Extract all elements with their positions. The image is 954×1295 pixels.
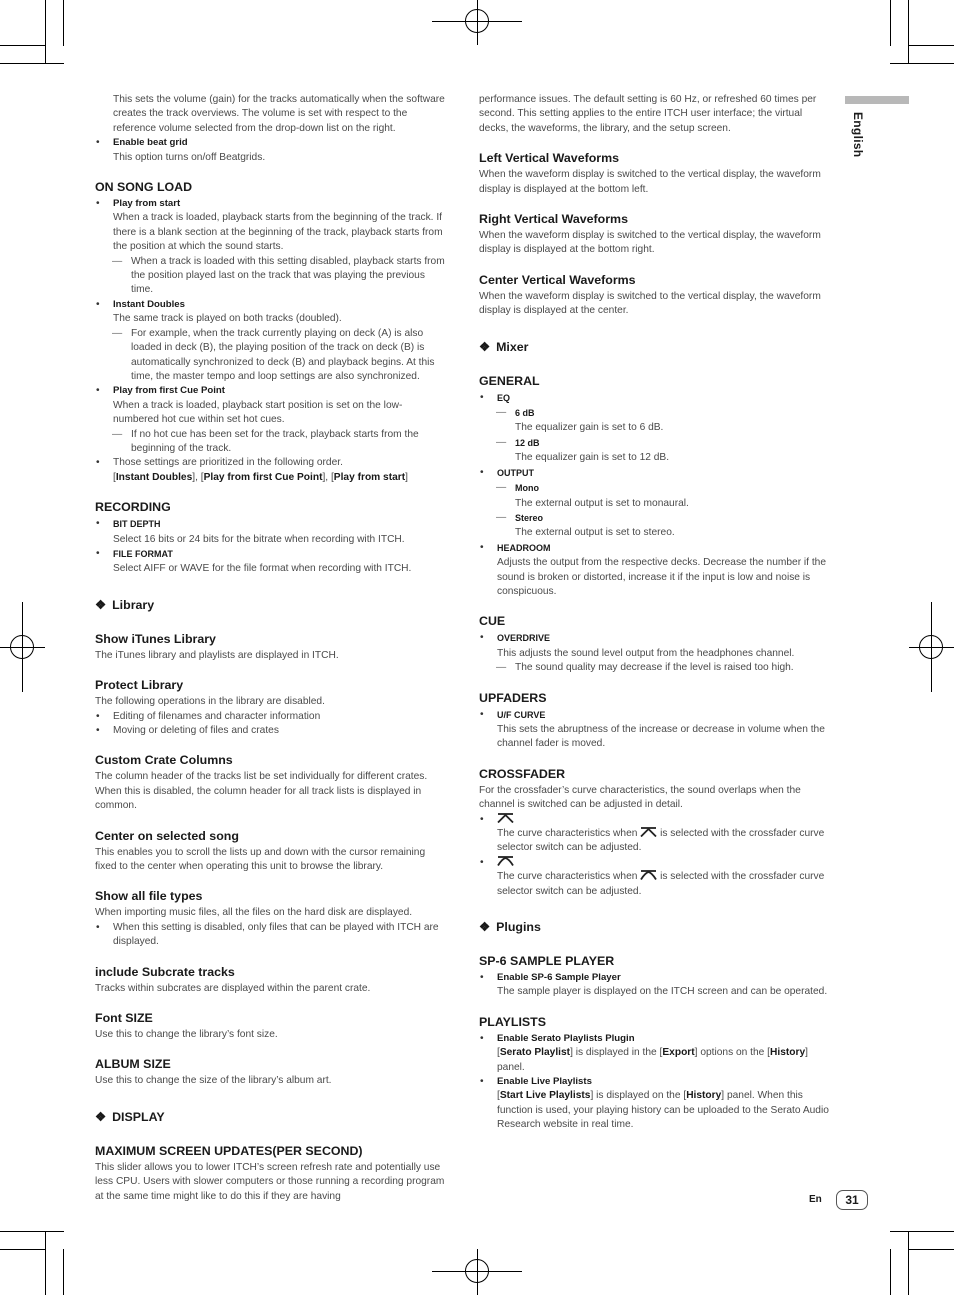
priority-first-cue: Play from first Cue Point: [203, 471, 323, 483]
file-format-label: FILE FORMAT: [113, 548, 173, 559]
enable-live-label: Enable Live Playlists: [497, 1076, 592, 1088]
enable-live-desc: [Start Live Playlists] is displayed on the [History] panel. When this function is used, your playing history can be uploaded to the Serato Audio Research website in real time.: [497, 1090, 829, 1131]
plugins-heading-text: Plugins: [496, 920, 541, 935]
show-all-types-desc: When importing music files, all the files on the hard disk are displayed.: [95, 907, 413, 919]
bit-depth-label: BIT DEPTH: [113, 519, 161, 530]
custom-crate-desc: The column header of the tracks list be set individually for different crates. When this is disabled, the column header for all track lists is displayed in common.: [95, 771, 428, 812]
enable-sp6-desc: The sample player is displayed on the ITCH screen and can be operated.: [497, 986, 828, 998]
bit-depth-desc: Select 16 bits or 24 bits for the bitrate when recording with ITCH.: [113, 533, 405, 545]
instant-doubles-item: [95, 298, 447, 312]
eq-label: EQ: [497, 392, 511, 403]
on-song-load-heading: ON SONG LOAD: [95, 180, 193, 195]
include-subcrate-desc: Tracks within subcrates are displayed within the parent crate.: [95, 982, 371, 994]
eq-6db-item: [479, 406, 831, 421]
library-heading-text: Library: [112, 597, 155, 612]
overdrive-item: [479, 631, 831, 646]
curve-desc-1-pre: The curve characteristics when: [497, 828, 638, 839]
serato-playlist-term: Serato Playlist: [499, 1047, 571, 1059]
enable-beat-grid-item: [95, 136, 447, 150]
language-tab: [843, 112, 873, 167]
left-vertical-waveforms-desc: When the waveform display is switched to the vertical display, the waveform display is displayed at the bottom left.: [479, 169, 821, 195]
diamond-bullet-icon: ❖: [479, 339, 491, 354]
priority-instant-doubles: Instant Doubles: [115, 471, 193, 483]
diamond-bullet-icon: ❖: [95, 597, 107, 612]
protect-library-desc: The following operations in the library are disabled.: [95, 696, 325, 708]
right-column: [479, 93, 831, 1133]
history-term: History: [770, 1047, 806, 1059]
mixer-heading-text: Mixer: [496, 339, 529, 354]
crossfader-curve-smooth-icon: [497, 856, 514, 866]
protect-library-heading: Protect Library: [95, 678, 184, 693]
enable-serato-desc: [Serato Playlist] is displayed in the [Export] options on the [History] panel.: [497, 1047, 808, 1073]
diamond-bullet-icon: ❖: [479, 920, 491, 935]
general-heading: GENERAL: [479, 373, 540, 388]
enable-sp6-label: Enable SP-6 Sample Player: [497, 972, 621, 984]
play-from-first-cue-desc: When a track is loaded, playback start position is set on the low-numbered hot cue within set hot cues.: [113, 399, 403, 426]
curve-item-2: [479, 856, 831, 870]
diamond-bullet-icon: ❖: [95, 1109, 107, 1124]
eq-12db-label: 12 dB: [515, 437, 540, 448]
enable-beat-grid-label: Enable beat grid: [113, 137, 188, 149]
font-size-heading: Font SIZE: [95, 1011, 153, 1026]
priority-text: Those settings are prioritized in the following order.: [113, 457, 343, 469]
mono-item: [479, 481, 831, 496]
recording-heading: RECORDING: [95, 500, 171, 515]
enable-live-item: [479, 1075, 831, 1089]
center-vertical-waveforms-heading: Center Vertical Waveforms: [479, 272, 636, 287]
show-itunes-heading: Show iTunes Library: [95, 631, 216, 646]
enable-beat-grid-desc: This option turns on/off Beatgrids.: [113, 151, 266, 163]
serato-desc-mid: is displayed in the: [575, 1047, 657, 1059]
overdrive-note: — The sound quality may decrease if the level is raised too high.: [479, 661, 831, 675]
overdrive-label: OVERDRIVE: [497, 633, 551, 644]
mono-desc: The external output is set to monaural.: [515, 497, 689, 509]
curve-desc-2-pre: The curve characteristics when: [497, 871, 638, 883]
eq-12db-item: [479, 436, 831, 451]
file-format-item: [95, 547, 447, 562]
crossfader-desc: For the crossfader’s curve characteristics, the sound overlaps when the channel is switched can be adjusted in detail.: [479, 784, 801, 811]
headroom-item: [479, 541, 831, 556]
stereo-label: Stereo: [515, 512, 544, 523]
instant-doubles-label: Instant Doubles: [113, 298, 185, 310]
overdrive-desc: This adjusts the sound level output from the headphones channel.: [497, 647, 795, 659]
curve-desc-1: [497, 827, 831, 856]
left-vertical-waveforms-heading: Left Vertical Waveforms: [479, 151, 620, 166]
mono-label: Mono: [515, 483, 539, 494]
album-size-heading: ALBUM SIZE: [95, 1057, 171, 1072]
play-from-start-note: — When a track is loaded with this setting disabled, playback starts from the position played last on the track that was playing the previous time.: [95, 255, 447, 298]
font-size-desc: Use this to change the library’s font size.: [95, 1029, 278, 1041]
curve-desc-2-post: is selected with the crossfader curve selector switch can be adjusted.: [497, 871, 825, 897]
enable-sp6-item: [479, 971, 831, 985]
eq-6db-desc: The equalizer gain is set to 6 dB.: [515, 422, 664, 434]
uf-curve-item: [479, 708, 831, 723]
show-all-types-heading: Show all file types: [95, 889, 203, 904]
enable-serato-item: [479, 1032, 831, 1046]
upfaders-heading: UPFADERS: [479, 690, 547, 705]
history-term: History: [686, 1090, 722, 1102]
output-label: OUTPUT: [497, 467, 534, 478]
file-format-desc: Select AIFF or WAVE for the file format when recording with ITCH.: [113, 563, 412, 575]
album-size-desc: Use this to change the size of the library’s album art.: [95, 1075, 332, 1087]
curve-desc-2: [497, 870, 831, 899]
eq-6db-label: 6 dB: [515, 408, 535, 419]
start-live-term: Start Live Playlists: [499, 1090, 591, 1102]
gain-intro-text: This sets the volume (gain) for the tracks automatically when the software creates the track overviews. The volume is set with respect to the reference volume selected from the drop-down list on the right.: [113, 94, 445, 134]
eq-12db-desc: The equalizer gain is set to 12 dB.: [515, 452, 670, 464]
sp6-heading: SP-6 SAMPLE PLAYER: [479, 954, 615, 969]
right-vertical-waveforms-heading: Right Vertical Waveforms: [479, 212, 628, 227]
center-on-song-desc: This enables you to scroll the lists up and down with the cursor remaining fixed to the center when operating this unit to browse the library.: [95, 846, 426, 873]
display-section-heading: [95, 1109, 447, 1125]
crossfader-heading: CROSSFADER: [479, 766, 566, 781]
show-itunes-desc: The iTunes library and playlists are displayed in ITCH.: [95, 649, 339, 661]
mixer-section-heading: [479, 339, 831, 355]
play-from-first-cue-label: Play from first Cue Point: [113, 385, 225, 397]
playlists-heading: PLAYLISTS: [479, 1014, 547, 1029]
stereo-item: [479, 511, 831, 526]
language-tab-bar: [845, 96, 909, 104]
library-section-heading: [95, 597, 447, 613]
live-desc-mid: is displayed on the: [596, 1090, 681, 1102]
uf-curve-label: U/F CURVE: [497, 709, 546, 720]
page-number: 31: [836, 1190, 868, 1210]
export-term: Export: [662, 1047, 695, 1059]
curve-desc-1-post: is selected with the crossfader curve selector switch can be adjusted.: [497, 828, 825, 854]
protect-item-2: • Moving or deleting of files and crates: [95, 724, 447, 738]
center-vertical-waveforms-desc: When the waveform display is switched to the vertical display, the waveform display is displayed at the center.: [479, 290, 821, 317]
right-vertical-waveforms-desc: When the waveform display is switched to the vertical display, the waveform display is displayed at the bottom right.: [479, 230, 821, 256]
stereo-desc: The external output is set to stereo.: [515, 527, 675, 539]
output-item: [479, 466, 831, 481]
headroom-desc: Adjusts the output from the respective decks. Decrease the number if the sound is broken or distorted, increase it if the input is low and noise is conspicuous.: [497, 557, 826, 597]
instant-doubles-note: — For example, when the track currently playing on deck (A) is also loaded in deck (B), the playing position of the track on deck (B) is automatically synchronized to deck (B) and playback begins. At this time, the master tempo and loop settings are also synchronized.: [95, 327, 447, 385]
max-updates-desc: This slider allows you to lower ITCH’s screen refresh rate and potentially use less CPU. Users with slower computers or those running a recording program at the same time might like to do this if they are having: [95, 1161, 445, 1202]
eq-item: [479, 391, 831, 406]
page-language-code: En: [809, 1194, 822, 1205]
uf-curve-desc: This sets the abruptness of the increase or decrease in volume when the channel fader is moved.: [497, 723, 825, 750]
crossfader-curve-sharp-icon: [497, 813, 514, 823]
language-label: English: [851, 112, 865, 158]
play-from-first-cue-item: [95, 384, 447, 398]
curve-item-1: [479, 813, 831, 827]
play-from-start-desc: When a track is loaded, playback starts from the beginning of the track. If there is a blank section at the beginning of the track, playback starts from the position at which the sound starts.: [113, 212, 443, 253]
enable-serato-label: Enable Serato Playlists Plugin: [497, 1032, 635, 1044]
play-from-start-label: Play from start: [113, 198, 181, 210]
display-heading-text: DISPLAY: [112, 1109, 165, 1124]
max-updates-heading: MAXIMUM SCREEN UPDATES(PER SECOND): [95, 1143, 363, 1158]
live-desc-end: panel. When this function is used, your playing history can be uploaded to the Serato Audio Research website in real time.: [497, 1090, 829, 1131]
serato-desc-end: options on the: [700, 1047, 765, 1059]
instant-doubles-desc: The same track is played on both tracks (doubled).: [113, 313, 342, 325]
refresh-rate-continued-text: performance issues. The default setting is 60 Hz, or refreshed 60 times per second. This setting applies to the entire ITCH user interface; the virtual decks, the waveforms, the library, and the setup screen.: [479, 94, 817, 134]
crossfader-curve-smooth-icon: [640, 870, 657, 880]
left-column: [95, 93, 447, 1204]
include-subcrate-heading: include Subcrate tracks: [95, 964, 235, 979]
plugins-section-heading: [479, 919, 831, 935]
panel-end-text: panel.: [497, 1061, 525, 1073]
cue-heading: CUE: [479, 614, 506, 629]
priority-play-from-start: Play from start: [333, 471, 406, 483]
custom-crate-heading: Custom Crate Columns: [95, 753, 233, 768]
show-all-types-item: • When this setting is disabled, only files that can be played with ITCH are displayed.: [95, 921, 447, 950]
play-from-first-cue-note: — If no hot cue has been set for the track, playback starts from the beginning of the track.: [95, 428, 447, 457]
headroom-label: HEADROOM: [497, 542, 551, 553]
play-from-start-item: [95, 197, 447, 211]
center-on-song-heading: Center on selected song: [95, 828, 239, 843]
bit-depth-item: [95, 517, 447, 532]
protect-item-1: • Editing of filenames and character information: [95, 710, 447, 724]
crossfader-curve-sharp-icon: [640, 827, 657, 837]
priority-item: • Those settings are prioritized in the following order. [Instant Doubles], [Play from first Cue Point], [Play from start]: [95, 456, 447, 485]
